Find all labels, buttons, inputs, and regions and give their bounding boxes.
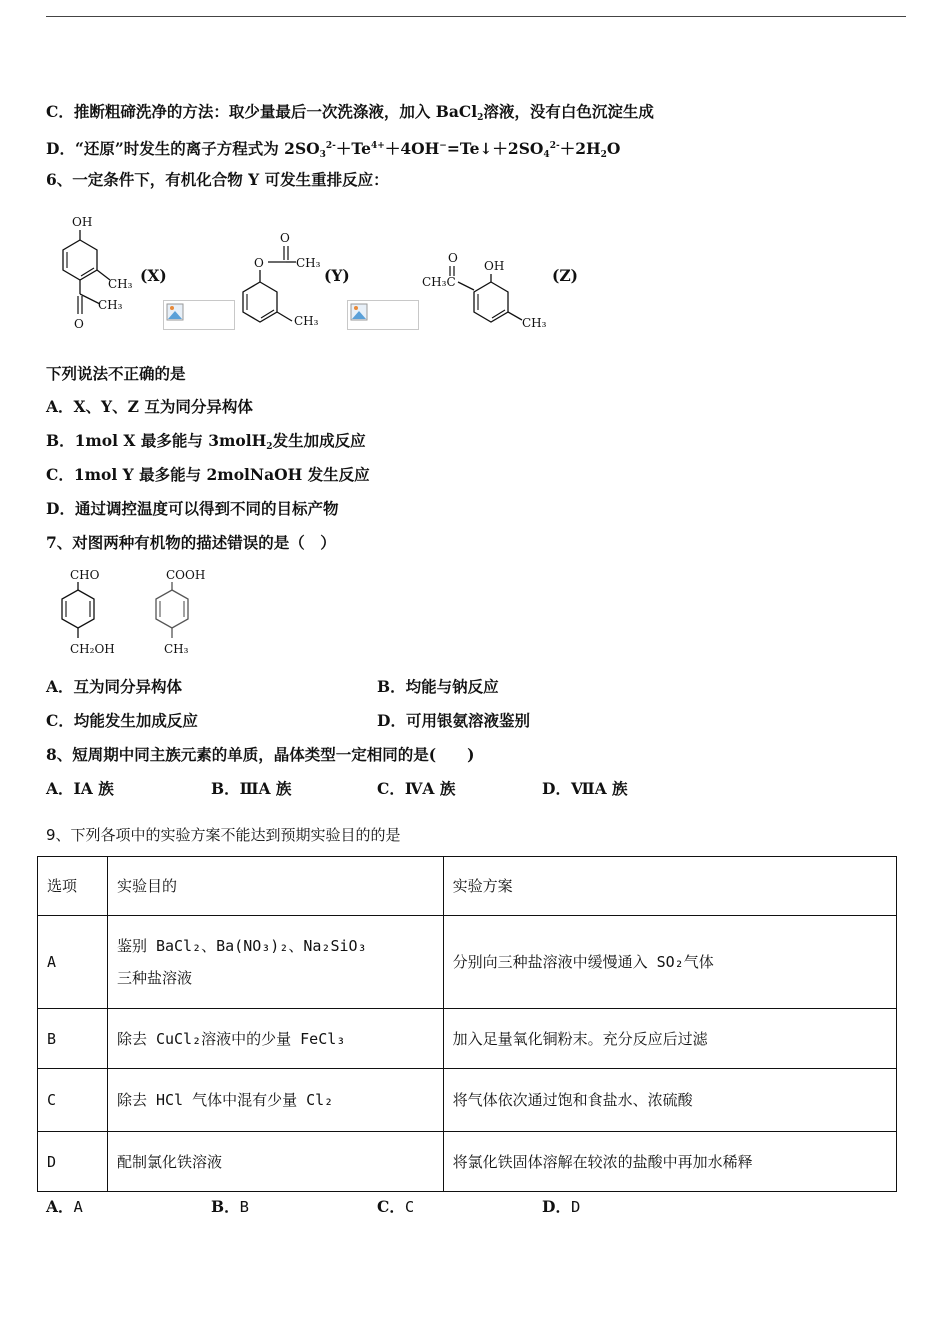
row-plan: 将气体依次通过饱和食盐水、浓硫酸 (443, 1069, 896, 1132)
row-goal: 除去 CuCl₂溶液中的少量 FeCl₃ (107, 1009, 443, 1069)
x-o-label: O (74, 317, 84, 331)
table-row (38, 1009, 897, 1069)
header-rule (46, 16, 906, 17)
y-ch3-label: CH₃ (296, 256, 321, 270)
m1-top-label: CHO (70, 568, 100, 582)
q8-stem: 8、短周期中同主族元素的单质，晶体类型一定相同的是( ) (46, 745, 475, 764)
q5-option-d: D．“还原”时发生的离子方程式为 $2SO_3^{2-}+Te^{4+}+4OH^-=Te↓+2SO_4^{2-}+2H_2O$ (46, 139, 621, 160)
q7-option-a: A．互为同分异构体 (46, 677, 183, 696)
header-goal: 实验目的 (107, 857, 443, 916)
row-goal: 除去 HCl 气体中混有少量 Cl₂ (107, 1069, 443, 1132)
q6-option-d: D．通过调控温度可以得到不同的目标产物 (46, 499, 339, 518)
row-option: D (38, 1132, 108, 1192)
q9-option-a: A．A (46, 1197, 83, 1216)
q9-option-b: B．B (211, 1197, 249, 1216)
table-header-row (38, 857, 897, 916)
q7-option-c: C．均能发生加成反应 (46, 711, 198, 730)
q5-option-c: C．推断粗碲洗净的方法：取少量最后一次洗涤液，加入 BaCl$_2$溶液，没有白色沉淀生成 (46, 102, 654, 123)
molecule-x (50, 212, 140, 337)
label-y: (Y) (324, 266, 350, 285)
x-ch3-label: CH₃ (108, 277, 133, 291)
image-placeholder-icon (166, 303, 184, 321)
header-option: 选项 (38, 857, 108, 916)
row-goal: 鉴别 BaCl₂、Ba(NO₃)₂、Na₂SiO₃ 三种盐溶液 (107, 916, 443, 1009)
row-option: C (38, 1069, 108, 1132)
q8-option-c: C．ⅣA 族 (377, 779, 456, 798)
q6-stem: 6、一定条件下，有机化合物 Y 可发生重排反应： (46, 170, 389, 189)
q8-option-a: A．ⅠA 族 (46, 779, 114, 798)
x-ch3b-label: CH₃ (98, 298, 123, 312)
molecule-benzaldehyde (56, 566, 136, 658)
x-oh-label: OH (72, 215, 93, 229)
q9-option-d: D．D (542, 1197, 581, 1216)
broken-image (347, 300, 419, 330)
row-plan: 将氯化铁固体溶解在较浓的盐酸中再加水稀释 (443, 1132, 896, 1192)
row-plan: 加入足量氧化铜粉末。充分反应后过滤 (443, 1009, 896, 1069)
y-ch3b-label: CH₃ (294, 314, 319, 328)
y-ester-o-label: O (254, 256, 264, 270)
q6-option-a: A．X、Y、Z 互为同分异构体 (46, 397, 253, 416)
q6-prompt: 下列说法不正确的是 (46, 364, 186, 383)
row-plan: 分别向三种盐溶液中缓慢通入 SO₂气体 (443, 916, 896, 1009)
table-row (38, 1132, 897, 1192)
q6-option-c: C．1mol Y 最多能与 2molNaOH 发生反应 (46, 465, 370, 484)
header-plan: 实验方案 (443, 857, 896, 916)
image-placeholder-icon (350, 303, 368, 321)
m1-bot-label: CH₂OH (70, 642, 115, 656)
row-option: B (38, 1009, 108, 1069)
z-ch3-label: CH₃ (522, 316, 547, 330)
q7-option-d: D．可用银氨溶液鉴别 (377, 711, 530, 730)
m2-top-label: COOH (166, 568, 206, 582)
table-row (38, 1069, 897, 1132)
y-o-label: O (280, 231, 290, 245)
q9-stem: 9、下列各项中的实验方案不能达到预期实验目的的是 (46, 826, 401, 844)
molecule-z (420, 250, 555, 336)
q6-option-b: B．1mol X 最多能与 3molH$_2$发生加成反应 (46, 431, 366, 452)
m2-bot-label: CH₃ (164, 642, 189, 656)
experiment-table (37, 856, 897, 1192)
q9-option-c: C．C (377, 1197, 415, 1216)
q8-option-d: D．ⅦA 族 (542, 779, 628, 798)
q7-stem: 7、对图两种有机物的描述错误的是（ ） (46, 533, 336, 552)
q8-option-b: B．ⅢA 族 (211, 779, 292, 798)
label-x: (X) (140, 266, 167, 285)
z-o-label: O (448, 251, 458, 265)
q7-option-b: B．均能与钠反应 (377, 677, 499, 696)
broken-image (163, 300, 235, 330)
z-oh-label: OH (484, 259, 505, 273)
z-ch3c-label: CH₃C (422, 275, 456, 289)
molecule-y (238, 226, 333, 336)
molecule-cyclohexadiene-acid (150, 566, 230, 658)
label-z: (Z) (552, 266, 578, 285)
table-row (38, 916, 897, 1009)
row-goal: 配制氯化铁溶液 (107, 1132, 443, 1192)
row-option: A (38, 916, 108, 1009)
